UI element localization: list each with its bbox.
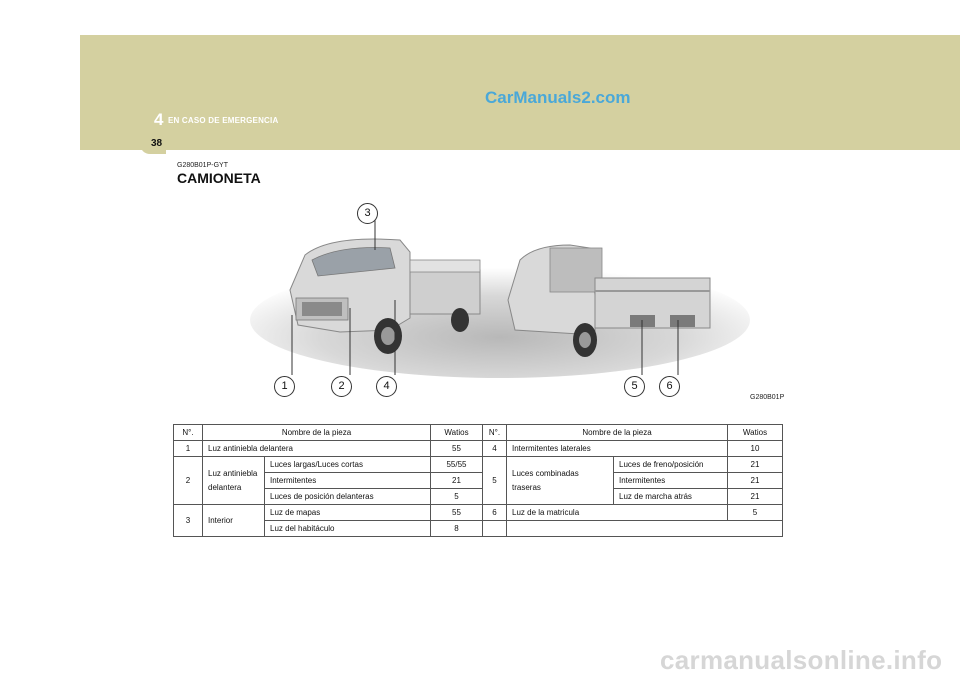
section-code: G280B01P-GYT	[177, 162, 228, 169]
cell-name: Luces largas/Luces cortas	[265, 457, 431, 473]
cell-name: Intermitentes	[265, 473, 431, 489]
group-line: traseras	[512, 482, 541, 492]
cell-watts: 21	[728, 489, 783, 505]
cell-watts: 55	[431, 505, 483, 521]
group-line: delantera	[208, 482, 242, 492]
table-row	[174, 457, 783, 473]
header-no: N°.	[174, 425, 203, 441]
cell-no: 2	[174, 457, 203, 505]
cell-name: Intermitentes laterales	[507, 441, 728, 457]
cell-watts: 21	[728, 457, 783, 473]
group-line: Luces combinadas	[512, 468, 579, 478]
cell-watts: 21	[728, 473, 783, 489]
cell-watts: 8	[431, 521, 483, 537]
table-header-row	[174, 425, 783, 441]
callout-3: 3	[357, 203, 378, 224]
header-no: N°.	[483, 425, 507, 441]
cell-no: 5	[483, 457, 507, 505]
group-line: Luz antiniebla	[208, 468, 258, 478]
table-row	[174, 521, 783, 537]
pickup-truck-illustration	[250, 190, 750, 395]
table-row	[174, 473, 783, 489]
cell-watts: 21	[431, 473, 483, 489]
cell-watts: 10	[728, 441, 783, 457]
cell-name: Luz de marcha atrás	[614, 489, 728, 505]
table-row	[174, 489, 783, 505]
cell-empty	[507, 521, 783, 537]
callout-4: 4	[376, 376, 397, 397]
callout-6: 6	[659, 376, 680, 397]
callout-1: 1	[274, 376, 295, 397]
table-row	[174, 505, 783, 521]
cell-name: Intermitentes	[614, 473, 728, 489]
footer-watermark: carmanualsonline.info	[660, 645, 943, 675]
cell-watts: 5	[431, 489, 483, 505]
cell-no: 6	[483, 505, 507, 521]
header-name: Nombre de la pieza	[203, 425, 431, 441]
page-number: 38	[151, 138, 163, 149]
header-watts: Watios	[431, 425, 483, 441]
section-title: CAMIONETA	[177, 170, 261, 186]
cell-watts: 5	[728, 505, 783, 521]
cell-empty	[483, 521, 507, 537]
callout-5: 5	[624, 376, 645, 397]
cell-name: Luz de la matricula	[507, 505, 728, 521]
chapter-number: 4	[154, 110, 164, 129]
bulb-table	[173, 424, 783, 537]
cell-name: Luz antiniebla delantera	[203, 441, 431, 457]
table-row	[174, 441, 783, 457]
cell-watts: 55/55	[431, 457, 483, 473]
cell-group: Interior	[203, 505, 265, 537]
figure-code: G280B01P	[750, 394, 785, 401]
callout-2: 2	[331, 376, 352, 397]
header-name: Nombre de la pieza	[507, 425, 728, 441]
cell-no: 3	[174, 505, 203, 537]
cell-no: 1	[174, 441, 203, 457]
watermark-link[interactable]: CarManuals2.com	[485, 88, 631, 107]
header-watts: Watios	[728, 425, 783, 441]
cell-name: Luz del habitáculo	[265, 521, 431, 537]
cell-name: Luz de mapas	[265, 505, 431, 521]
cell-name: Luces de freno/posición	[614, 457, 728, 473]
cell-watts: 55	[431, 441, 483, 457]
chapter-title: EN CASO DE EMERGENCIA	[168, 116, 279, 125]
cell-group	[507, 457, 614, 505]
cell-no: 4	[483, 441, 507, 457]
cell-group	[203, 457, 265, 505]
cell-name: Luces de posición delanteras	[265, 489, 431, 505]
